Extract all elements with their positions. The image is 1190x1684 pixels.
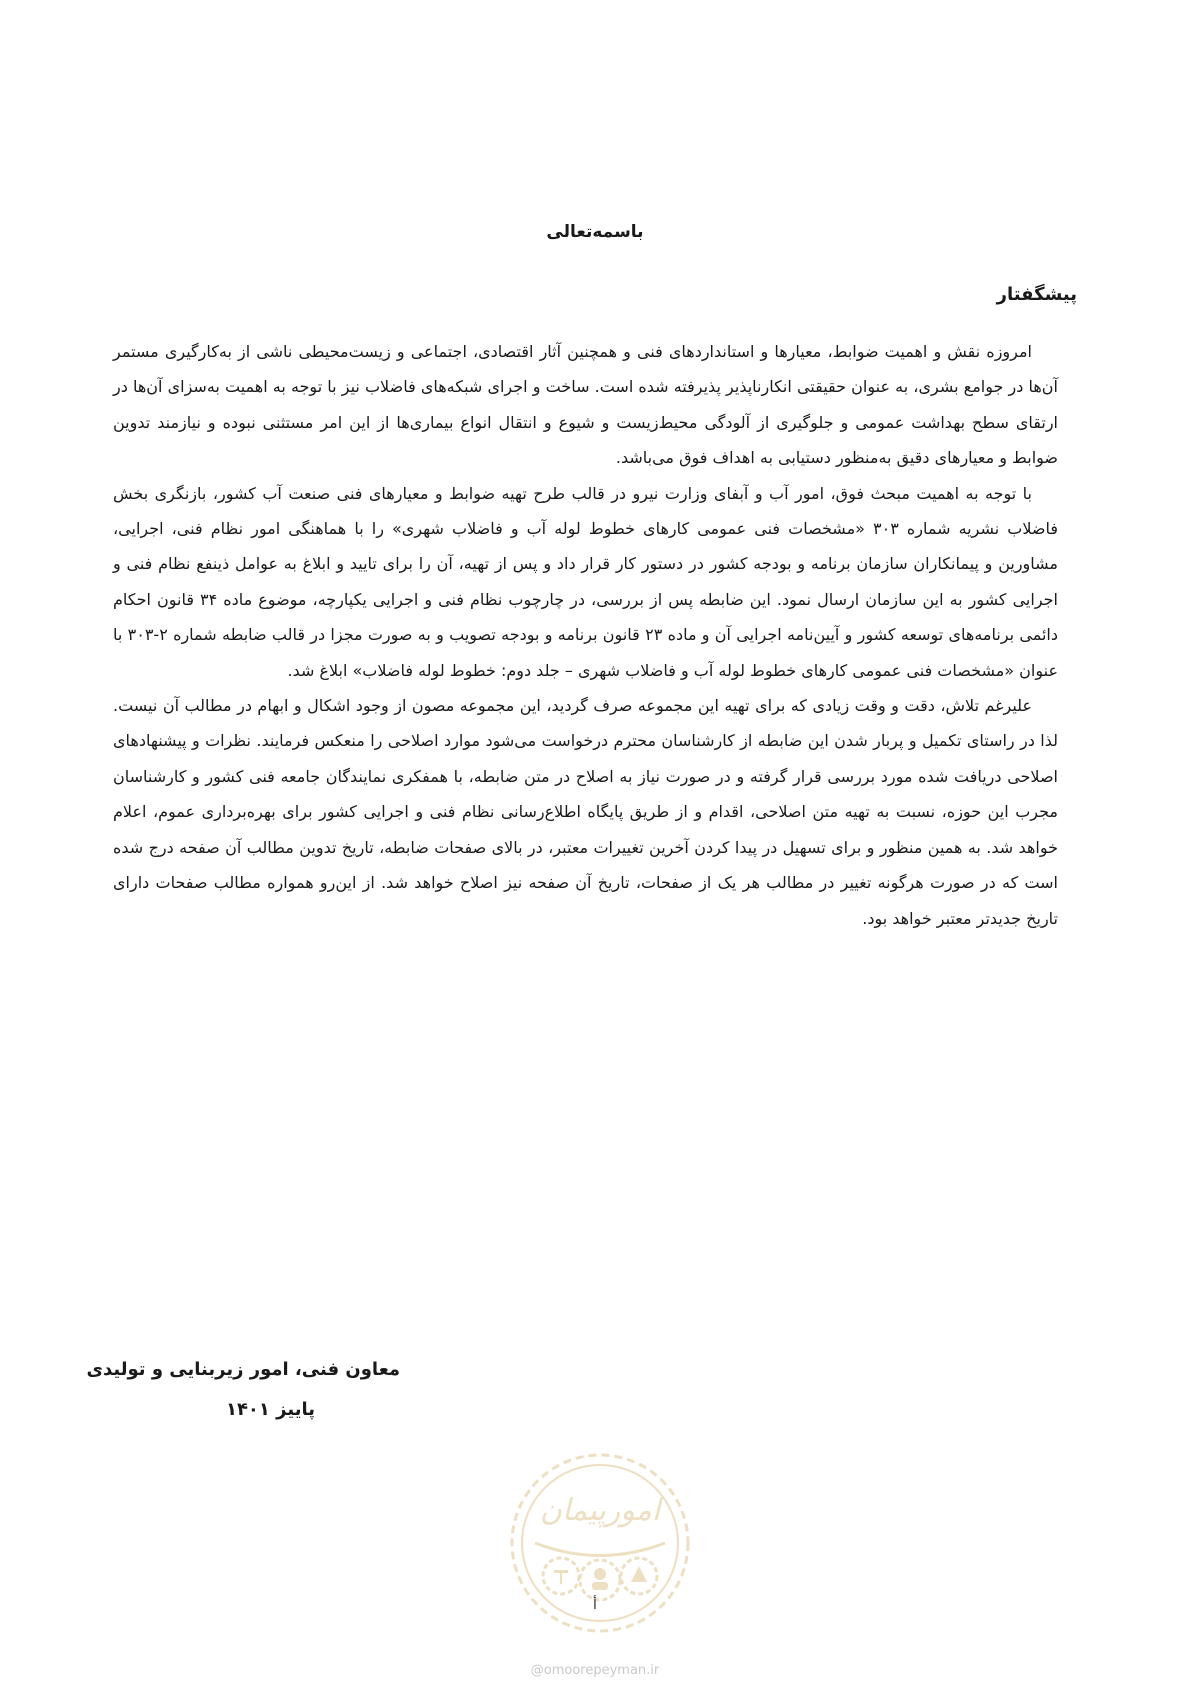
paragraph: امروزه نقش و اهمیت ضوابط، معیارها و استانداردهای فنی و همچنین آثار اقتصادی، اجتماعی و زیست‌محیطی ناشی از به‌کارگیری مستمر آن‌ها در جوامع بشری، به عنوان حقیقتی انکارناپذیر پذیرفته شده است. ساخت و اجرای شبکه‌های فاضلاب نیز با توجه به اهمیت به‌سزای آن‌ها در ارتقای سطح بهداشت عمومی و جلوگیری از آلودگی محیط‌زیست و شیوع و انتقال انواع بیماری‌ها از این امر مستثنی نبوده و نیازمند تدوین ضوابط و معیارهای دقیق به‌منظور دستیابی به اهداف فوق می‌باشد. bbox=[113, 342, 1058, 468]
watermark-logo-text: امورپیمان bbox=[539, 1493, 661, 1528]
signature-office: معاون فنی، امور زیربنایی و تولیدی bbox=[86, 1359, 400, 1380]
foreword-title: پیشگفتار bbox=[996, 284, 1077, 305]
page-number: أ bbox=[593, 1597, 597, 1613]
signature-date: پاییز ۱۴۰۱ bbox=[225, 1399, 315, 1420]
paragraph: با توجه به اهمیت مبحث فوق، امور آب و آبفای وزارت نیرو در قالب طرح تهیه ضوابط و معیارهای فنی صنعت آب کشور، بازنگری بخش فاضلاب نشریه شماره ۳۰۳ «مشخصات فنی عمومی کارهای خطوط لوله آب و فاضلاب شهری» را با هماهنگی امور نظام فنی، اجرایی، مشاورین و پیمانکاران سازمان برنامه و بودجه کشور در دستور کار قرار داد و پس از تهیه، آن را برای تایید و ابلاغ به عوامل ذینفع نظام فنی و اجرایی کشور به این سازمان ارسال نمود. این ضابطه پس از بررسی، در چارچوب نظام فنی و اجرایی یکپارچه، موضوع ماده ۳۴ قانون احکام دائمی برنامه‌های توسعه کشور و آیین‌نامه اجرایی آن و ماده ۲۳ قانون برنامه و بودجه تصویب و به صورت مجزا در قالب ضابطه شماره ۲-۳۰۳ با عنوان «مشخصات فنی عمومی کارهای خطوط لوله آب و فاضلاب شهری – جلد دوم: خطوط لوله فاضلاب» ابلاغ شد. bbox=[113, 483, 1059, 680]
paragraph: علیرغم تلاش، دقت و وقت زیادی که برای تهیه این مجموعه صرف گردید، این مجموعه مصون از وجود اشکال و ابهام در مطالب آن نیست. لذا در راستای تکمیل و پربار شدن این ضابطه از کارشناسان محترم درخواست می‌شود موارد اصلاحی را منعکس فرمایند. نظرات و پیشنهادهای اصلاحی دریافت شده مورد بررسی قرار گرفته و در صورت نیاز به اصلاح در متن ضابطه، با همفکری نمایندگان جامعه فنی کشور و کارشناسان مجرب این حوزه، نسبت به تهیه متن اصلاحی، اقدام و از طریق پایگاه اطلاع‌رسانی نظام فنی و اجرایی کشور برای بهره‌برداری عموم، اعلام خواهد شد. به همین منظور و برای تسهیل در پیدا کردن آخرین تغییرات معتبر، در بالای صفحات ضابطه، تاریخ تدوین مطالب آن صفحه درج شده است که در صورت هرگونه تغییر در مطالب هر یک از صفحات، تاریخ آن صفحه نیز اصلاح خواهد شد. از این‌رو همواره مطالب صفحات دارای تاریخ جدیدتر معتبر خواهد بود. bbox=[113, 696, 1058, 928]
signature-block bbox=[87, 1350, 400, 1430]
invocation-heading: باسمه‌تعالی bbox=[546, 222, 644, 242]
foreword-body bbox=[113, 334, 1058, 936]
site-watermark-text: @omoorepeyman.ir bbox=[530, 1663, 660, 1678]
